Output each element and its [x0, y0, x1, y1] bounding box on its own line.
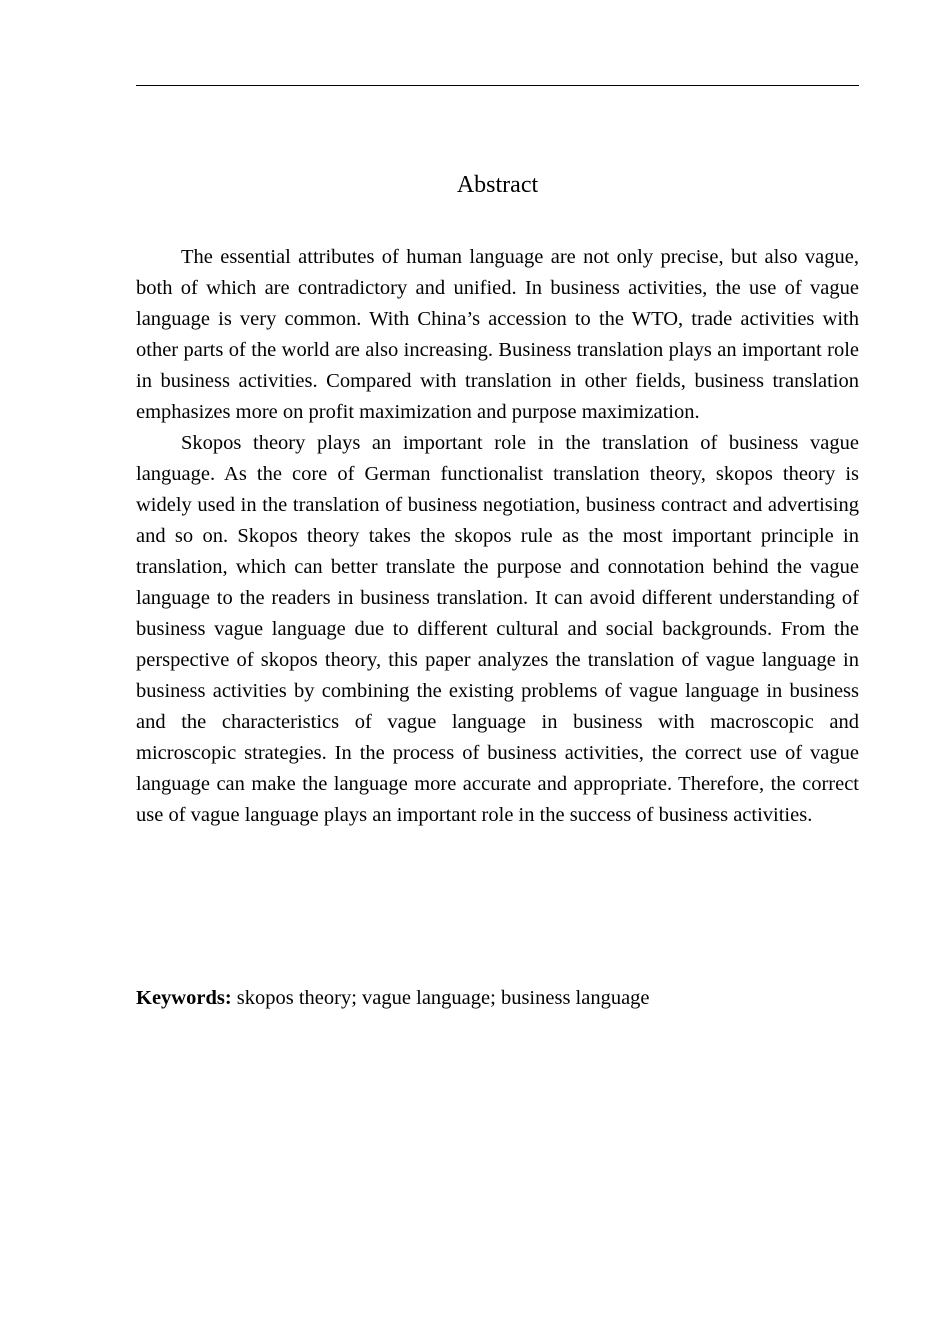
- page-title: Abstract: [456, 172, 539, 198]
- keywords-text: skopos theory; vague language; business language: [231, 987, 650, 1009]
- keywords-label: Keywords:: [136, 987, 232, 1009]
- abstract-paragraph-2: Skopos theory plays an important role in the translation of business vague language. As the core of German functionalist translation theory, skopos theory is widely used in the translation of business negotiation, business contract and advertising and so on. Skopos theory takes the skopos rule as the most important principle in translation, which can better translate the purpose and connotation behind the vague language to the readers in business translation. It can avoid different understanding of business vague language due to different cultural and social backgrounds. From the perspective of skopos theory, this paper analyzes the translation of vague language in business activities by combining the existing problems of vague language in business and the characteristics of vague language in business with macroscopic and microscopic strategies. In the process of business activities, the correct use of vague language can make the language more accurate and appropriate. Therefore, the correct use of vague language plays an important role in the success of business activities.: [136, 432, 859, 826]
- abstract-paragraph-1: The essential attributes of human language are not only precise, but also vague, both of which are contradictory and unified. In business activities, the use of vague language is very common. With China’s accession to the WTO, trade activities with other parts of the world are also increasing. Business translation plays an important role in business activities. Compared with translation in other fields, business translation emphasizes more on profit maximization and purpose maximization.: [136, 246, 859, 423]
- header-rule: [136, 85, 859, 86]
- abstract-body: [136, 242, 859, 831]
- keywords-line: [136, 983, 859, 1014]
